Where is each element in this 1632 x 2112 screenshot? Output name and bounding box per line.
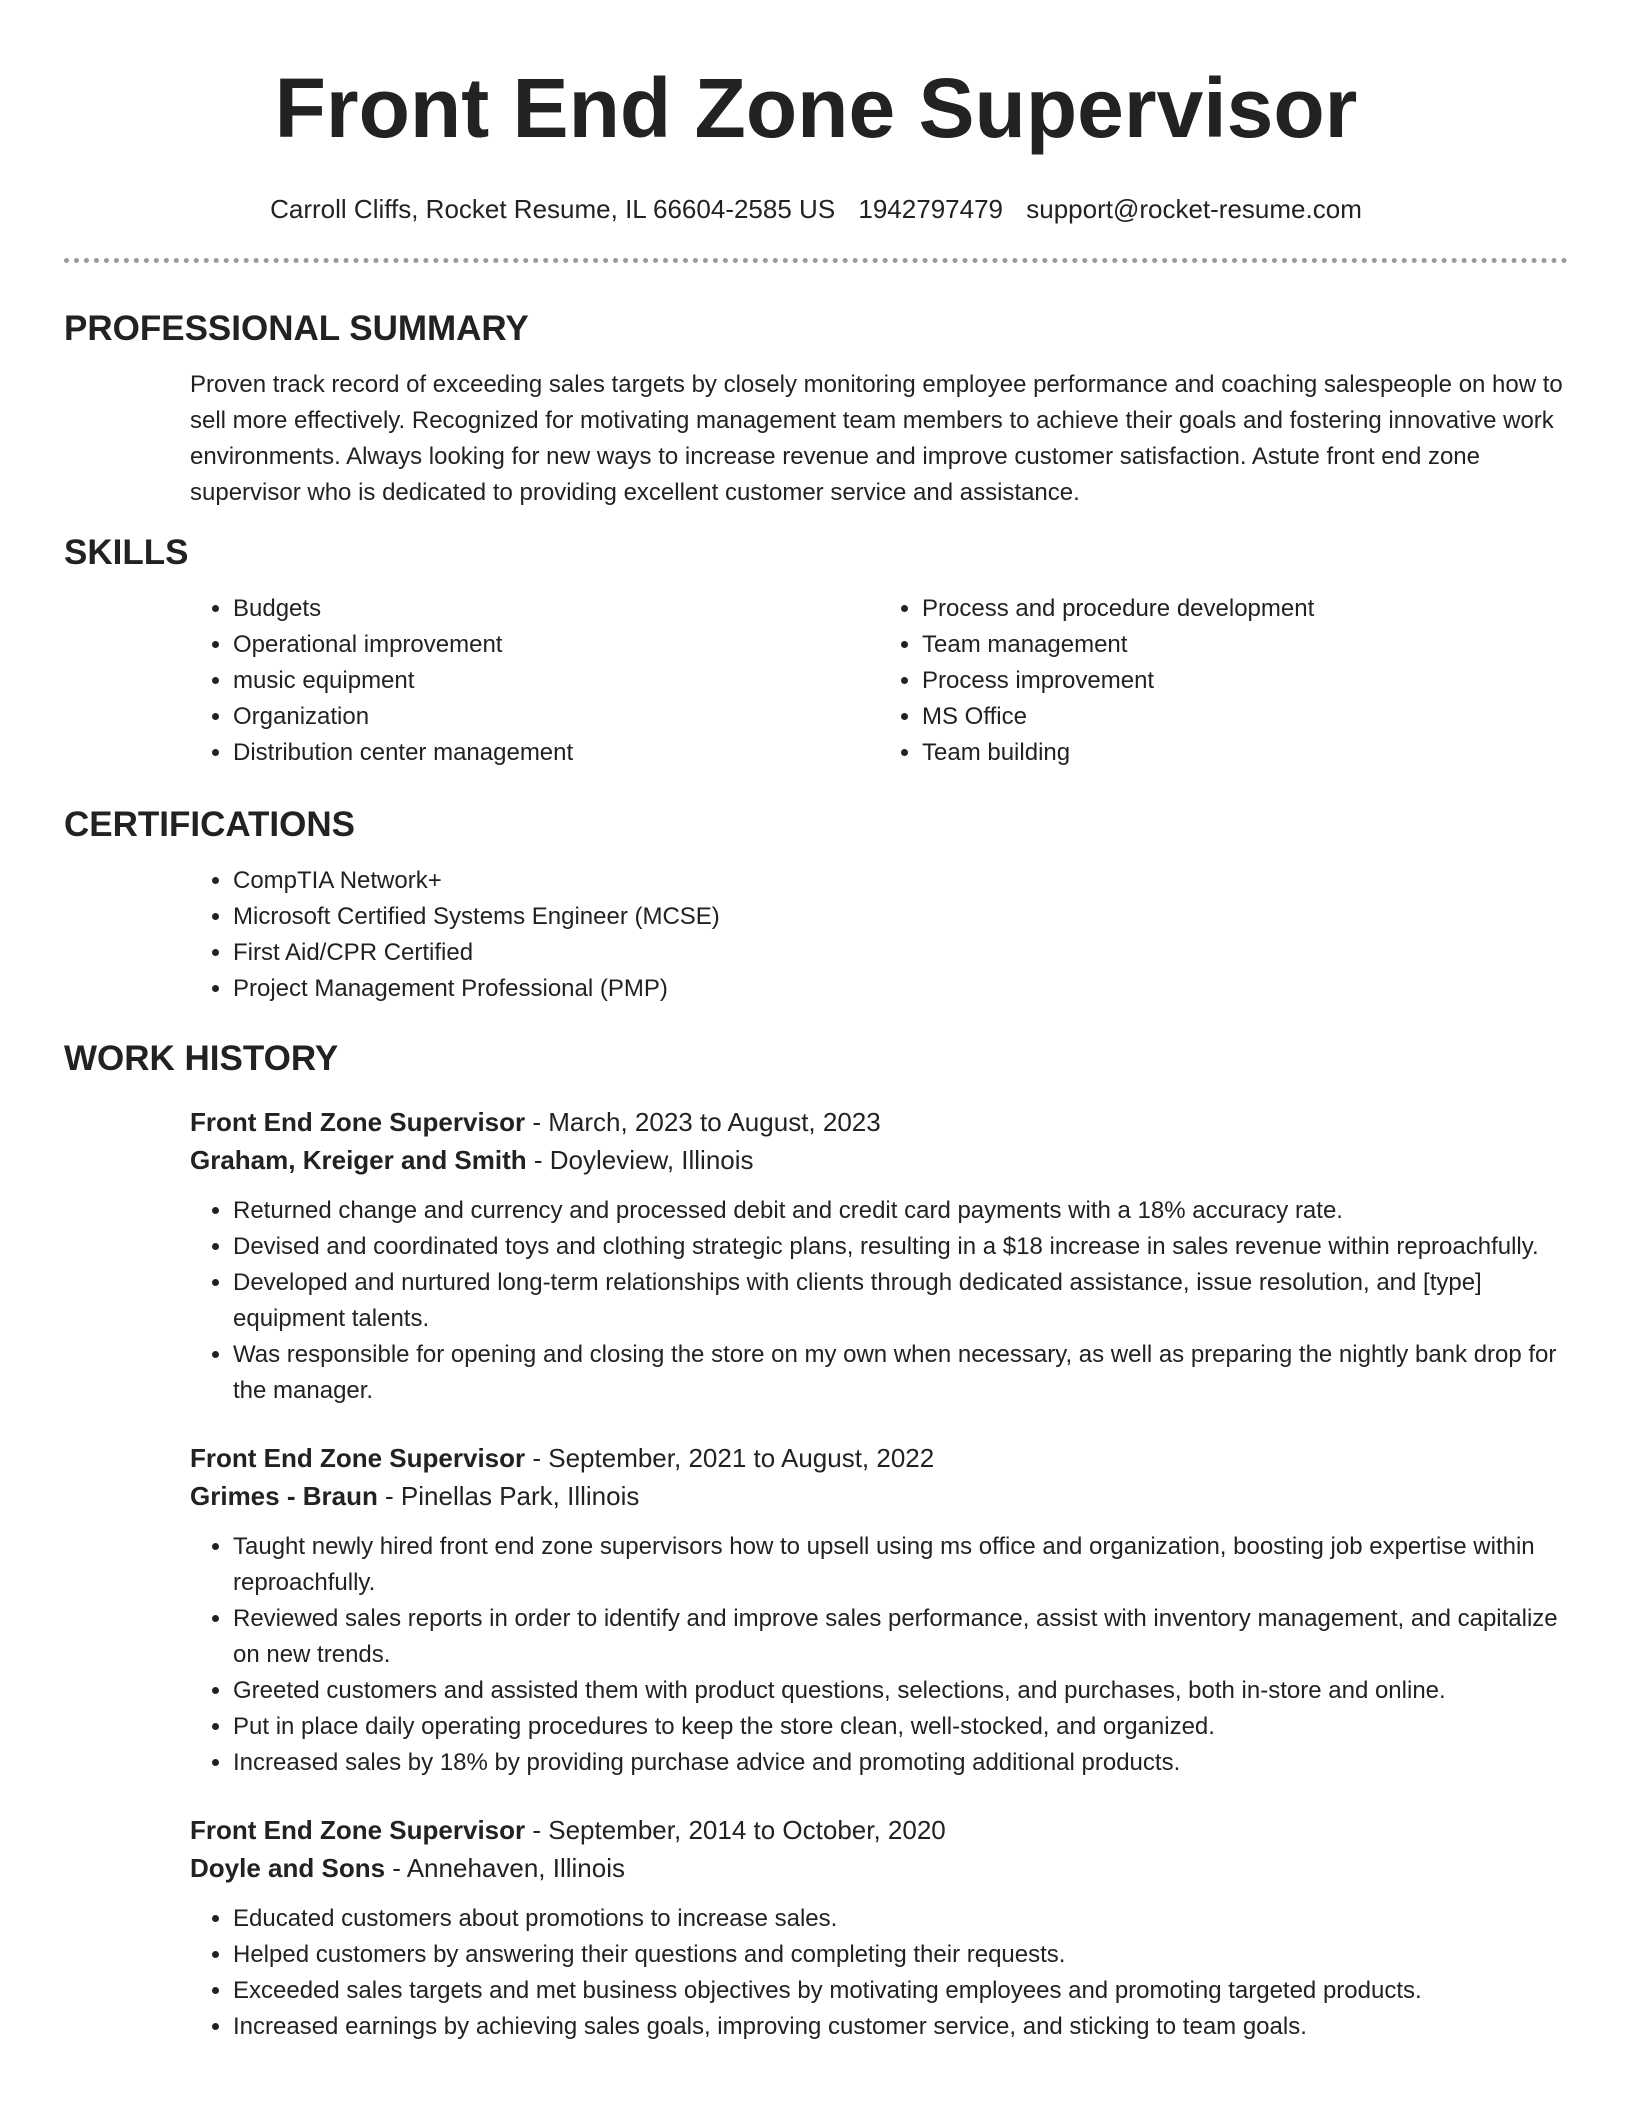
job-location: - Doyleview, Illinois	[526, 1145, 754, 1175]
list-item: • Project Management Professional (PMP)	[233, 971, 1568, 1007]
list-item: • Put in place daily operating procedures to keep the store clean, well-stocked, and organized.	[233, 1709, 1568, 1745]
summary-heading: PROFESSIONAL SUMMARY	[64, 309, 529, 348]
job-dates: - September, 2014 to October, 2020	[525, 1815, 946, 1845]
job-entry	[190, 1439, 1568, 1781]
job-title-line	[190, 1439, 1568, 1477]
job-company-line	[190, 1141, 1568, 1179]
list-item: • Operational improvement	[233, 627, 879, 663]
job-bullets	[190, 1193, 1568, 1409]
header-divider	[64, 258, 1568, 263]
job-bullets	[190, 1529, 1568, 1781]
skills-column-left	[190, 591, 879, 771]
list-item: • Exceeded sales targets and met business objectives by motivating employees and promoting targeted products.	[233, 1973, 1568, 2009]
list-item: • Developed and nurtured long-term relationships with clients through dedicated assistance, issue resolution, and [type] equipment talents.	[233, 1265, 1568, 1337]
contact-line	[0, 194, 1632, 224]
job-entry	[190, 1811, 1568, 2045]
list-item: • Microsoft Certified Systems Engineer (MCSE)	[233, 899, 1568, 935]
list-item: • Organization	[233, 699, 879, 735]
job-dates: - September, 2021 to August, 2022	[525, 1443, 935, 1473]
list-item: • Reviewed sales reports in order to identify and improve sales performance, assist with inventory management, and capitalize on new trends.	[233, 1601, 1568, 1673]
list-item: • Was responsible for opening and closing the store on my own when necessary, as well as preparing the nightly bank drop for the manager.	[233, 1337, 1568, 1409]
work-history-heading: WORK HISTORY	[64, 1039, 339, 1078]
job-role: Front End Zone Supervisor	[190, 1443, 526, 1473]
certifications-list	[190, 863, 1568, 1007]
list-item: • Team building	[922, 735, 1568, 771]
job-role: Front End Zone Supervisor	[190, 1107, 526, 1137]
list-item: • Process and procedure development	[922, 591, 1568, 627]
list-item: • Returned change and currency and processed debit and credit card payments with a 18% accuracy rate.	[233, 1193, 1568, 1229]
list-item: • Increased sales by 18% by providing purchase advice and promoting additional products.	[233, 1745, 1568, 1781]
job-entry	[190, 1103, 1568, 1409]
list-item: • Educated customers about promotions to increase sales.	[233, 1901, 1568, 1937]
job-bullets	[190, 1901, 1568, 2045]
list-item: • music equipment	[233, 663, 879, 699]
job-company: Graham, Kreiger and Smith	[190, 1145, 527, 1175]
job-location: - Pinellas Park, Illinois	[377, 1481, 640, 1511]
list-item: • Process improvement	[922, 663, 1568, 699]
job-company-line	[190, 1849, 1568, 1887]
job-title-line	[190, 1103, 1568, 1141]
list-item: • Helped customers by answering their questions and completing their requests.	[233, 1937, 1568, 1973]
list-item: • Devised and coordinated toys and clothing strategic plans, resulting in a $18 increase in sales revenue within reproachfully.	[233, 1229, 1568, 1265]
list-item: • Budgets	[233, 591, 879, 627]
list-item: • Increased earnings by achieving sales goals, improving customer service, and sticking to team goals.	[233, 2009, 1568, 2045]
job-role: Front End Zone Supervisor	[190, 1815, 526, 1845]
job-company: Doyle and Sons	[190, 1853, 386, 1883]
list-item: • First Aid/CPR Certified	[233, 935, 1568, 971]
job-title-line	[190, 1811, 1568, 1849]
contact-phone: 1942797479	[858, 194, 1003, 224]
contact-address: Carroll Cliffs, Rocket Resume, IL 66604-2585 US	[270, 194, 836, 224]
list-item: • Distribution center management	[233, 735, 879, 771]
list-item: • CompTIA Network+	[233, 863, 1568, 899]
job-location: - Annehaven, Illinois	[385, 1853, 625, 1883]
job-company: Grimes - Braun	[190, 1481, 378, 1511]
summary-text: Proven track record of exceeding sales targets by closely monitoring employee performance and coaching salespeople on how to sell more effectively. Recognized for motivating management team members to achieve their goals and fostering innovative work environments. Always looking for new ways to increase revenue and improve customer satisfaction. Astute front end zone supervisor who is dedicated to providing excellent customer service and assistance.	[190, 371, 1563, 506]
job-dates: - March, 2023 to August, 2023	[525, 1107, 881, 1137]
job-company-line	[190, 1477, 1568, 1515]
list-item: • Greeted customers and assisted them with product questions, selections, and purchases, both in-store and online.	[233, 1673, 1568, 1709]
list-item: • Team management	[922, 627, 1568, 663]
skills-column-right	[879, 591, 1568, 771]
contact-email[interactable]: support@rocket-resume.com	[1026, 194, 1362, 224]
skills-heading: SKILLS	[64, 533, 189, 572]
skills-list	[190, 591, 1568, 771]
list-item: • MS Office	[922, 699, 1568, 735]
resume-name: Front End Zone Supervisor	[274, 61, 1358, 155]
list-item: • Taught newly hired front end zone supervisors how to upsell using ms office and organization, boosting job expertise within reproachfully.	[233, 1529, 1568, 1601]
certifications-heading: CERTIFICATIONS	[64, 805, 356, 844]
